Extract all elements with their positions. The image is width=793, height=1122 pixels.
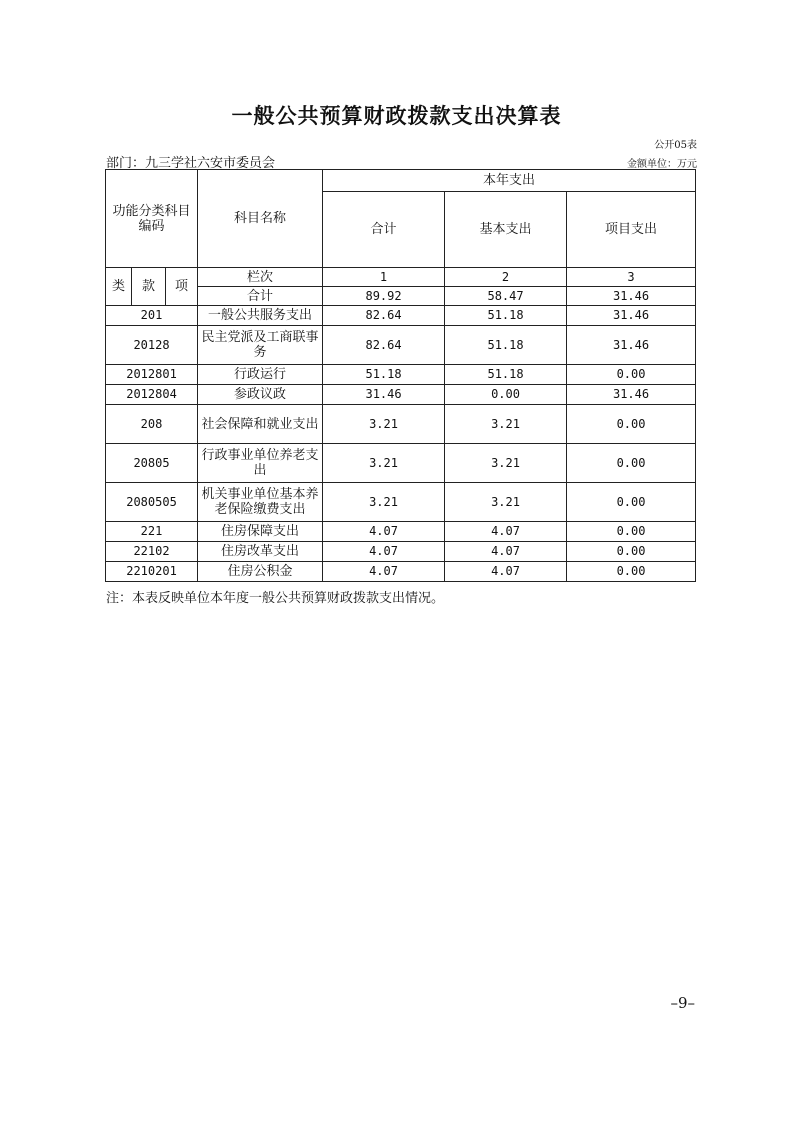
row-basic: 58.47: [445, 287, 567, 306]
row-project: 0.00: [567, 365, 696, 385]
header-func-code: 功能分类科目编码: [106, 170, 198, 268]
table-row: [106, 405, 696, 444]
row-project: 0.00: [567, 542, 696, 562]
row-project: 31.46: [567, 287, 696, 306]
page-title: 一般公共预算财政拨款支出决算表: [231, 104, 562, 128]
table-row: [106, 522, 696, 542]
row-code: 208: [106, 405, 198, 444]
row-project: 0.00: [567, 522, 696, 542]
row-total: 4.07: [323, 562, 445, 582]
row-basic: 51.18: [445, 306, 567, 326]
page-number: –9–: [670, 994, 695, 1012]
row-name: 住房改革支出: [198, 542, 323, 562]
header-column-order: 栏次: [198, 268, 323, 287]
table-note: 注：本表反映单位本年度一般公共预算财政拨款支出情况。: [106, 591, 445, 606]
header-lei: 类: [106, 268, 132, 306]
row-total: 82.64: [323, 306, 445, 326]
row-total: 31.46: [323, 385, 445, 405]
header-col-2: 2: [445, 268, 567, 287]
header-col-3: 3: [567, 268, 696, 287]
row-project: 0.00: [567, 483, 696, 522]
row-total: 82.64: [323, 326, 445, 365]
header-subject-name: 科目名称: [198, 170, 323, 268]
table-row: [106, 444, 696, 483]
row-basic: 4.07: [445, 542, 567, 562]
header-kuan: 款: [132, 268, 166, 306]
row-name: 社会保障和就业支出: [198, 405, 323, 444]
header-col-1: 1: [323, 268, 445, 287]
row-code: 2012804: [106, 385, 198, 405]
row-project: 31.46: [567, 306, 696, 326]
row-name: 行政运行: [198, 365, 323, 385]
header-year-expense: 本年支出: [323, 170, 696, 192]
row-total: 3.21: [323, 444, 445, 483]
row-basic: 4.07: [445, 562, 567, 582]
row-total: 3.21: [323, 405, 445, 444]
header-basic: 基本支出: [445, 192, 567, 268]
row-code: 20128: [106, 326, 198, 365]
row-code: 20805: [106, 444, 198, 483]
row-total: 3.21: [323, 483, 445, 522]
row-name: 住房公积金: [198, 562, 323, 582]
form-code: 公开05表: [654, 140, 697, 151]
table-row: [106, 562, 696, 582]
row-project: 0.00: [567, 562, 696, 582]
department-label: 部门：九三学社六安市委员会: [106, 156, 276, 171]
row-total: 4.07: [323, 522, 445, 542]
table-row: [106, 385, 696, 405]
row-code: 2012801: [106, 365, 198, 385]
header-xiang: 项: [166, 268, 198, 306]
row-project: 0.00: [567, 444, 696, 483]
row-total: 89.92: [323, 287, 445, 306]
row-code: 221: [106, 522, 198, 542]
table-row: [106, 542, 696, 562]
header-total: 合计: [323, 192, 445, 268]
row-name: 一般公共服务支出: [198, 306, 323, 326]
row-basic: 3.21: [445, 483, 567, 522]
row-project: 0.00: [567, 405, 696, 444]
row-project: 31.46: [567, 385, 696, 405]
header-project: 项目支出: [567, 192, 696, 268]
unit-label: 金额单位：万元: [627, 159, 697, 170]
row-basic: 3.21: [445, 405, 567, 444]
expense-table: [105, 169, 696, 582]
row-code: 22102: [106, 542, 198, 562]
row-total: 4.07: [323, 542, 445, 562]
table-row: [106, 306, 696, 326]
row-basic: 51.18: [445, 326, 567, 365]
row-name: 参政议政: [198, 385, 323, 405]
row-code: 2210201: [106, 562, 198, 582]
row-basic: 3.21: [445, 444, 567, 483]
table-row: [106, 365, 696, 385]
row-name: 住房保障支出: [198, 522, 323, 542]
row-name: 机关事业单位基本养老保险缴费支出: [198, 483, 323, 522]
row-project: 31.46: [567, 326, 696, 365]
row-total: 51.18: [323, 365, 445, 385]
table-row: [106, 326, 696, 365]
row-code: 2080505: [106, 483, 198, 522]
row-name: 合计: [198, 287, 323, 306]
row-basic: 0.00: [445, 385, 567, 405]
row-basic: 51.18: [445, 365, 567, 385]
table-row: [106, 483, 696, 522]
row-name: 行政事业单位养老支出: [198, 444, 323, 483]
row-code: 201: [106, 306, 198, 326]
row-basic: 4.07: [445, 522, 567, 542]
row-name: 民主党派及工商联事务: [198, 326, 323, 365]
